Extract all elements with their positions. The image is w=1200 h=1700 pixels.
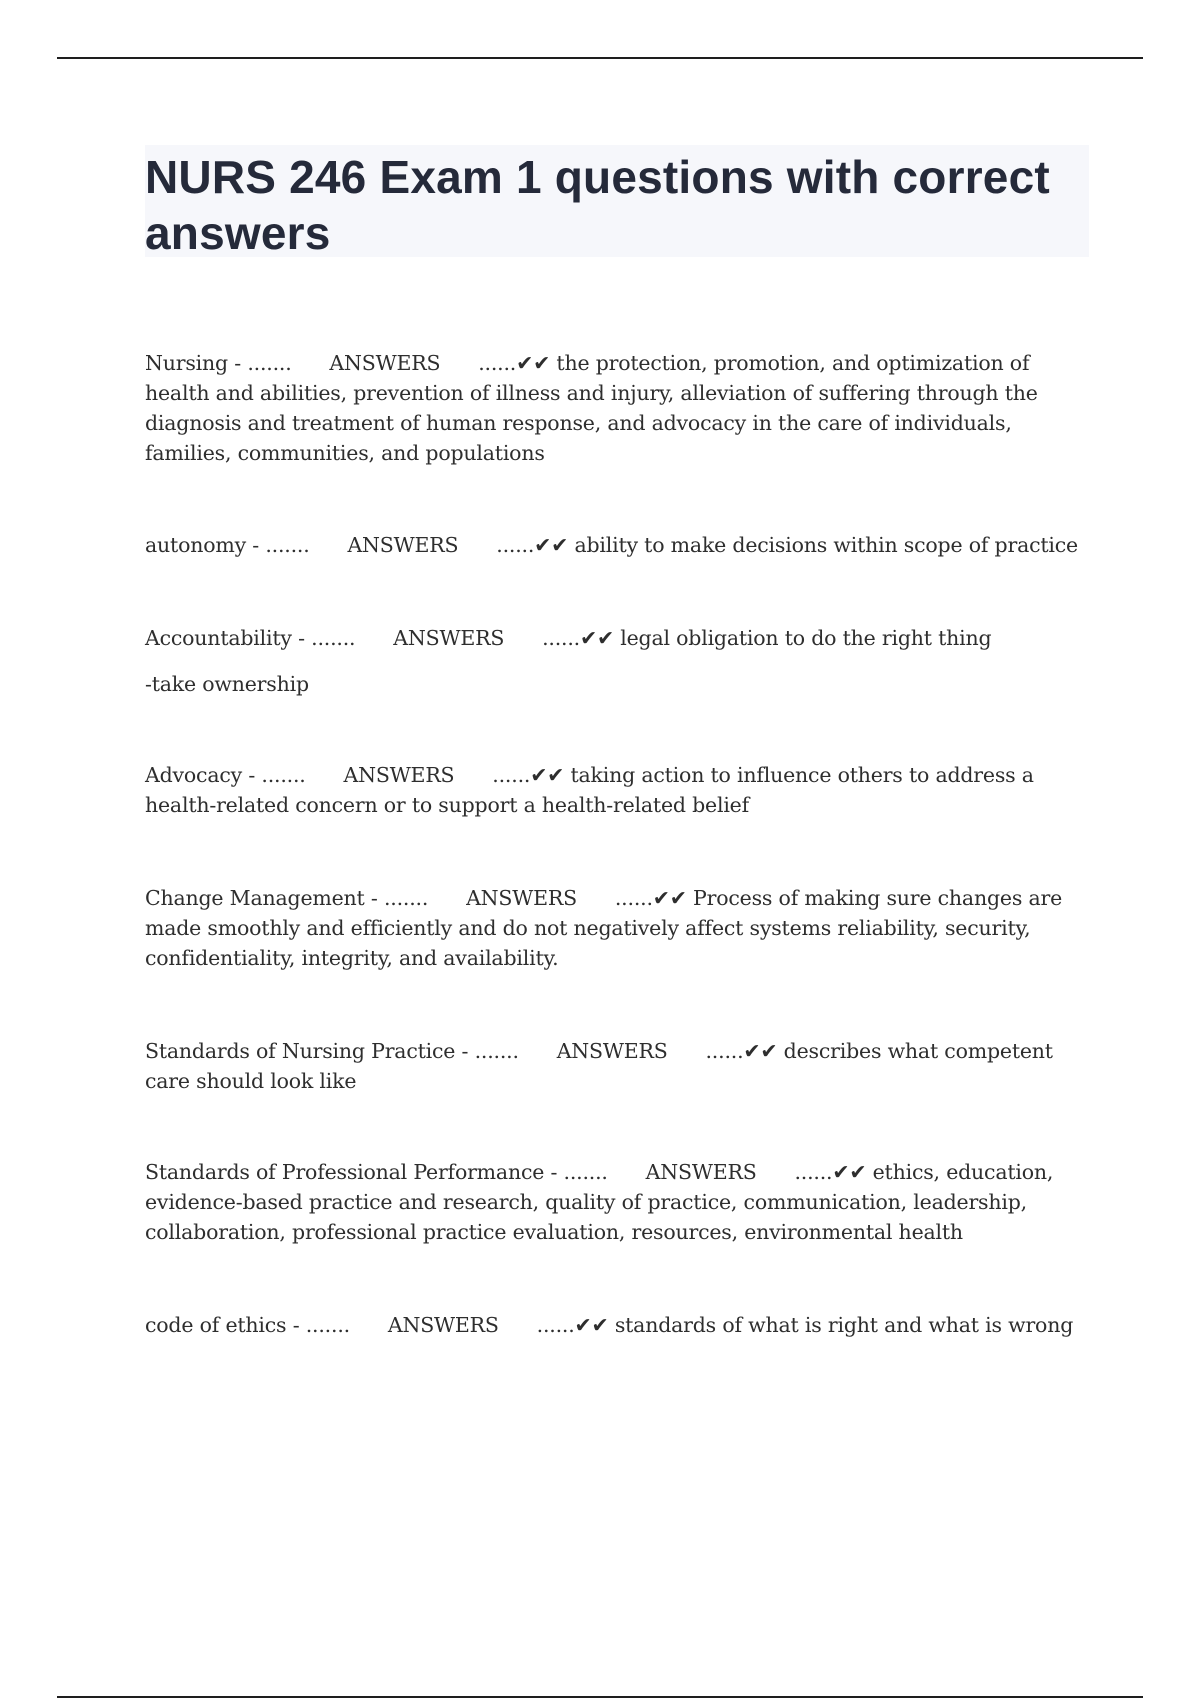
- term: Nursing: [145, 351, 228, 375]
- term: Change Management: [145, 886, 365, 910]
- top-rule: [57, 57, 1143, 59]
- title-banner: [145, 145, 1089, 257]
- term: Advocacy: [145, 763, 243, 787]
- answer-separator: - ....... ANSWERS ......✔✔: [227, 351, 557, 375]
- qa-entry-change-management: [145, 883, 1087, 973]
- answer-separator: - ....... ANSWERS ......✔✔: [291, 626, 621, 650]
- term: Standards of Professional Performance: [145, 1160, 545, 1184]
- answer-separator: - ....... ANSWERS ......✔✔: [364, 886, 694, 910]
- qa-entry-standards-professional-performance: [145, 1157, 1087, 1247]
- answer: ability to make decisions within scope of practice: [574, 533, 1078, 557]
- qa-line: [145, 1310, 1087, 1340]
- qa-line: [145, 1036, 1087, 1096]
- qa-line: [145, 530, 1087, 560]
- answer: standards of what is right and what is wrong: [614, 1313, 1074, 1337]
- qa-line: [145, 760, 1087, 820]
- answer-extra-line: -take ownership: [145, 672, 309, 696]
- qa-entry-standards-nursing-practice: [145, 1036, 1087, 1096]
- answer-separator: - ....... ANSWERS ......✔✔: [455, 1039, 784, 1063]
- page-title: NURS 246 Exam 1 questions with correct answers: [145, 151, 1050, 259]
- term: Accountability: [145, 626, 292, 650]
- qa-line: [145, 623, 1087, 653]
- term: autonomy: [145, 533, 246, 557]
- qa-entry-code-of-ethics: [145, 1310, 1087, 1340]
- bottom-rule: [57, 1696, 1143, 1698]
- answer-separator: - ....... ANSWERS ......✔✔: [544, 1160, 873, 1184]
- answer: describes what competent care should look like: [145, 1039, 1053, 1093]
- answer: ethics, education, evidence-based practice and research, quality of practice, communication, leadership, collaboration, professional practice evaluation, resources, environmental health: [145, 1160, 1054, 1244]
- qa-line: [145, 883, 1087, 973]
- answer: Process of making sure changes are made smoothly and efficiently and do not negatively affect systems reliability, security, confidentiality, integrity, and availability.: [145, 886, 1063, 970]
- answer: legal obligation to do the right thing: [620, 626, 992, 650]
- qa-line: [145, 1157, 1087, 1247]
- term: Standards of Nursing Practice: [145, 1039, 456, 1063]
- qa-entry-nursing: [145, 348, 1087, 468]
- answer: the protection, promotion, and optimization of health and abilities, prevention of illness and injury, alleviation of suffering through the diagnosis and treatment of human response, and advocacy in the care of individuals, families, communities, and populations: [145, 351, 1038, 465]
- answer-separator: - ....... ANSWERS ......✔✔: [245, 533, 575, 557]
- answer: taking action to influence others to address a health-related concern or to support a health-related belief: [145, 763, 1034, 817]
- qa-entry-autonomy: [145, 530, 1087, 560]
- term: code of ethics: [145, 1313, 287, 1337]
- qa-line: [145, 348, 1087, 468]
- answer-separator: - ....... ANSWERS ......✔✔: [286, 1313, 615, 1337]
- qa-entry-advocacy: [145, 760, 1087, 820]
- qa-entry-accountability: [145, 623, 1087, 699]
- answer-separator: - ....... ANSWERS ......✔✔: [242, 763, 571, 787]
